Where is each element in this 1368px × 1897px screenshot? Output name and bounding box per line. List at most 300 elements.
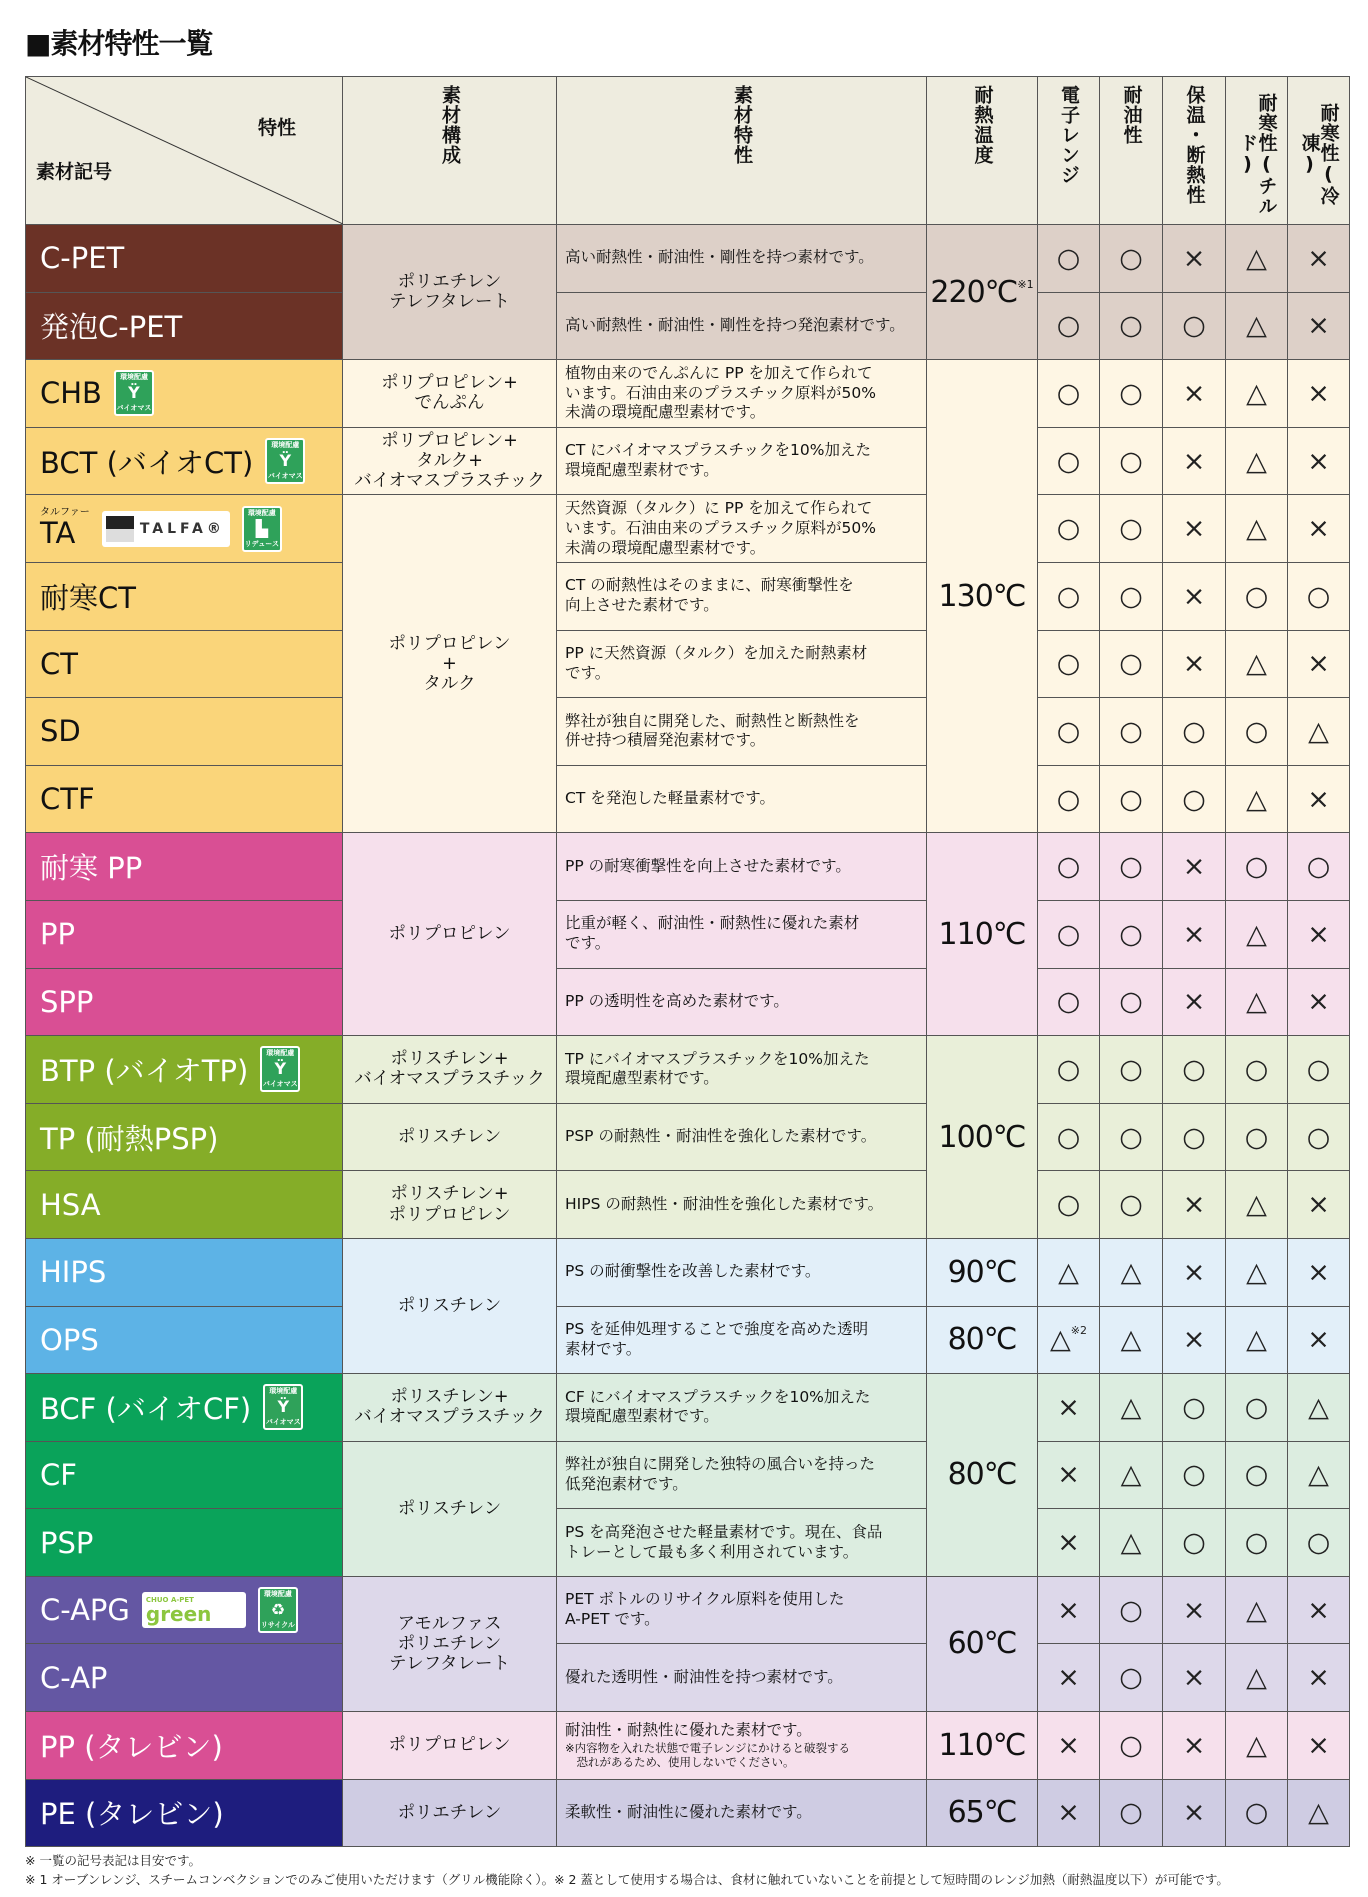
- heat-resistance-cell: [927, 225, 1038, 360]
- rating-symbol: ○: [1119, 1053, 1143, 1085]
- corner-label-property: 特性: [258, 117, 297, 139]
- header-chilled: 耐寒性(チルド): [1226, 77, 1288, 225]
- rating-microwave: [1038, 1374, 1100, 1442]
- eco-badge: [114, 370, 154, 416]
- rating-chilled: [1226, 1644, 1288, 1712]
- rating-symbol: △: [1246, 513, 1267, 545]
- rating-oil: [1100, 1374, 1163, 1442]
- rating-symbol: △: [1246, 783, 1267, 815]
- material-code-reading: タルファー: [40, 506, 90, 518]
- rating-symbol: ○: [1056, 986, 1081, 1018]
- description-note: ※内容物を入れた状態で電子レンジにかけると破裂する 恐れがあるため、使用しないでください。: [565, 1740, 851, 1770]
- rating-microwave: [1038, 1238, 1100, 1306]
- code-wrap: [40, 438, 342, 484]
- rating-symbol: ○: [1056, 918, 1081, 950]
- rating-symbol: ○: [1182, 783, 1206, 815]
- composition-cell: アモルファス ポリエチレン テレフタレート: [343, 1576, 557, 1711]
- logo-small-text: CHUO A-PET: [145, 1595, 194, 1604]
- rating-chilled: [1226, 1441, 1288, 1509]
- material-code-cell: [26, 900, 343, 968]
- material-code-cell: [26, 1103, 343, 1171]
- table-row: [26, 900, 1350, 968]
- rating-symbol: ×: [1057, 1797, 1080, 1829]
- code-wrap: [40, 985, 342, 1019]
- material-code-text: TA: [40, 515, 76, 550]
- rating-symbol: ○: [1182, 1121, 1206, 1153]
- heat-resistance-cell: [927, 833, 1038, 1036]
- material-code-text: CF: [40, 1457, 77, 1492]
- description-text: TP にバイオマスプラスチックを10%加えた 環境配慮型素材です。: [565, 1049, 870, 1088]
- eco-badge: [263, 1384, 303, 1430]
- rating-symbol: △: [1246, 1189, 1267, 1221]
- rating-symbol: ×: [1182, 1324, 1206, 1356]
- rating-symbol: △: [1246, 1256, 1267, 1288]
- rating-frozen: [1288, 1779, 1350, 1847]
- rating-symbol: △: [1246, 1729, 1267, 1761]
- description-text: PP の透明性を高めた素材です。: [565, 991, 789, 1010]
- rating-symbol: ×: [1307, 1594, 1330, 1626]
- rating-symbol: ○: [1182, 1527, 1206, 1559]
- table-row: [26, 630, 1350, 698]
- rating-symbol: ○: [1119, 986, 1143, 1018]
- rating-frozen: [1288, 630, 1350, 698]
- table-row: [26, 1103, 1350, 1171]
- heat-resistance-cell: [927, 360, 1038, 833]
- material-code-cell: [26, 292, 343, 360]
- description-text: 柔軟性・耐油性に優れた素材です。: [565, 1803, 812, 1822]
- badge-bottom-label: リデュース: [244, 539, 279, 548]
- sprout-icon: Ÿ: [277, 1397, 290, 1417]
- rating-oil: [1100, 1509, 1163, 1577]
- rating-symbol: △: [1120, 1256, 1142, 1288]
- footnote-1: ※ 一覧の記号表記は目安です。: [25, 1853, 201, 1868]
- table-row: [26, 1036, 1350, 1104]
- talfa-logo-text: TALFA®: [139, 520, 225, 537]
- rating-symbol: ○: [1244, 1391, 1269, 1423]
- rating-symbol: △: [1246, 445, 1267, 477]
- material-code: [40, 508, 90, 550]
- description-cell: [557, 1779, 927, 1847]
- rating-oil: [1100, 1779, 1163, 1847]
- description-cell: [557, 1103, 927, 1171]
- rating-insulation: [1163, 1036, 1226, 1104]
- rating-symbol: ×: [1182, 986, 1206, 1018]
- material-code-cell: [26, 495, 343, 563]
- rating-symbol: ×: [1307, 1256, 1330, 1288]
- rating-chilled: [1226, 698, 1288, 766]
- sprout-icon: Ÿ: [128, 383, 140, 403]
- heat-resistance-cell: [927, 1712, 1038, 1780]
- rating-insulation: [1163, 427, 1226, 495]
- table-row: [26, 360, 1350, 428]
- material-code-text: HIPS: [40, 1255, 107, 1290]
- badge-bottom-label: バイオマス: [116, 404, 152, 413]
- heat-resistance-cell: [927, 1306, 1038, 1374]
- rating-symbol: ×: [1182, 918, 1206, 950]
- rating-insulation: [1163, 1779, 1226, 1847]
- rating-symbol: ○: [1056, 1053, 1081, 1085]
- rating-oil: [1100, 765, 1163, 833]
- rating-symbol: ○: [1182, 310, 1206, 342]
- rating-symbol: ×: [1182, 1256, 1206, 1288]
- rating-chilled: [1226, 630, 1288, 698]
- material-code: [40, 1387, 251, 1428]
- rating-insulation: [1163, 900, 1226, 968]
- description-cell: [557, 968, 927, 1036]
- rating-symbol: △: [1246, 242, 1267, 274]
- material-code-cell: [26, 1171, 343, 1239]
- composition-cell: ポリスチレン+ バイオマスプラスチック: [343, 1374, 557, 1442]
- rating-symbol: ○: [1119, 1189, 1143, 1221]
- rating-chilled: [1226, 833, 1288, 901]
- rating-oil: [1100, 292, 1163, 360]
- header-frozen: 耐寒性(冷凍): [1288, 77, 1350, 225]
- rating-symbol: ×: [1307, 513, 1330, 545]
- description-cell: [557, 1509, 927, 1577]
- rating-symbol: ○: [1056, 1121, 1081, 1153]
- rating-chilled: [1226, 225, 1288, 293]
- description-cell: [557, 1036, 927, 1104]
- material-code-text: PP: [40, 917, 75, 952]
- rating-symbol: △: [1246, 918, 1267, 950]
- rating-chilled: [1226, 1779, 1288, 1847]
- rating-symbol: ×: [1307, 986, 1330, 1018]
- rating-symbol: ×: [1057, 1527, 1080, 1559]
- rating-chilled: [1226, 292, 1288, 360]
- rating-microwave: [1038, 900, 1100, 968]
- rating-symbol: ○: [1119, 1121, 1143, 1153]
- rating-frozen: [1288, 968, 1350, 1036]
- rating-insulation: [1163, 1306, 1226, 1374]
- rating-oil: [1100, 1238, 1163, 1306]
- rating-symbol: ○: [1119, 783, 1143, 815]
- code-wrap: [40, 714, 342, 748]
- rating-chilled: [1226, 1103, 1288, 1171]
- heat-resistance-value: 130℃: [938, 578, 1026, 614]
- rating-symbol: ×: [1182, 242, 1206, 274]
- rating-symbol: ○: [1306, 1121, 1331, 1153]
- corner-header: [26, 77, 343, 225]
- rating-symbol: ○: [1056, 513, 1081, 545]
- rating-chilled: [1226, 427, 1288, 495]
- composition-cell: ポリプロピレン + タルク: [343, 495, 557, 833]
- material-code-text: SD: [40, 714, 81, 749]
- code-wrap: [40, 846, 342, 887]
- description-text: CT を発泡した軽量素材です。: [565, 789, 775, 808]
- heat-resistance-note: ※1: [1017, 277, 1034, 291]
- rating-symbol: △: [1120, 1459, 1142, 1491]
- composition-cell: ポリエチレン: [343, 1779, 557, 1847]
- eco-badge: [265, 438, 305, 484]
- code-wrap: [40, 917, 342, 951]
- rating-oil: [1100, 1441, 1163, 1509]
- badge-top-label: 環境配慮: [119, 373, 148, 382]
- eco-badge: [258, 1587, 298, 1633]
- code-wrap: [40, 576, 342, 617]
- composition-cell: ポリスチレン+ ポリプロピレン: [343, 1171, 557, 1239]
- material-code-cell: [26, 1441, 343, 1509]
- rating-symbol: ○: [1119, 445, 1143, 477]
- material-code-cell: [26, 427, 343, 495]
- material-code: [40, 1049, 248, 1090]
- material-code: [40, 1526, 93, 1560]
- description-text: 優れた透明性・耐油性を持つ素材です。: [565, 1667, 843, 1686]
- rating-oil: [1100, 1306, 1163, 1374]
- rating-symbol: △: [1246, 1324, 1267, 1356]
- rating-frozen: [1288, 427, 1350, 495]
- rating-symbol: ×: [1307, 377, 1330, 409]
- description-text: CT の耐熱性はそのままに、耐寒衝撃性を 向上させた素材です。: [565, 576, 854, 615]
- rating-symbol: ○: [1056, 445, 1081, 477]
- rating-insulation: [1163, 1576, 1226, 1644]
- rating-chilled: [1226, 1238, 1288, 1306]
- rating-symbol: ×: [1182, 377, 1206, 409]
- badge-bottom-label: バイオマス: [267, 472, 303, 481]
- heat-resistance-cell: [927, 1576, 1038, 1711]
- eco-badge: [242, 506, 282, 552]
- material-code-cell: [26, 360, 343, 428]
- table-row: [26, 1306, 1350, 1374]
- rating-frozen: [1288, 562, 1350, 630]
- heat-resistance-value: 60℃: [947, 1626, 1017, 1662]
- heat-resistance-cell: [927, 1374, 1038, 1577]
- rating-insulation: [1163, 698, 1226, 766]
- table-row: [26, 1644, 1350, 1712]
- table-row: [26, 292, 1350, 360]
- rating-symbol: ○: [1244, 715, 1269, 747]
- code-wrap: [40, 1587, 342, 1633]
- material-code-text: OPS: [40, 1322, 99, 1357]
- header-insulation: 保温・断熱性: [1163, 77, 1226, 225]
- rating-insulation: [1163, 1103, 1226, 1171]
- rating-chilled: [1226, 1306, 1288, 1374]
- rating-symbol: △: [1120, 1391, 1142, 1423]
- rating-symbol: ○: [1182, 1053, 1206, 1085]
- description-text: PS を高発泡させた軽量素材です。現在、食品 トレーとして最も多く利用されています。: [565, 1522, 883, 1561]
- table-row: [26, 1576, 1350, 1644]
- code-wrap: [40, 647, 342, 681]
- sprout-icon: Ÿ: [274, 1059, 287, 1079]
- rating-insulation: [1163, 495, 1226, 563]
- rating-oil: [1100, 630, 1163, 698]
- composition-cell: ポリエチレン テレフタレート: [343, 225, 557, 360]
- header-heat-resistance: 耐熱温度: [927, 77, 1038, 225]
- diagonal-line: [26, 77, 343, 224]
- rating-oil: [1100, 1103, 1163, 1171]
- rating-symbol: △: [1308, 1459, 1329, 1491]
- rating-symbol: ○: [1119, 513, 1143, 545]
- rating-symbol: ○: [1119, 242, 1143, 274]
- description-text: 弊社が独自に開発した、耐熱性と断熱性を 併せ持つ積層発泡素材です。: [565, 711, 860, 750]
- material-code-text: C-PET: [40, 241, 125, 276]
- rating-microwave: [1038, 698, 1100, 766]
- rating-frozen: [1288, 1509, 1350, 1577]
- rating-symbol: △: [1246, 310, 1267, 342]
- rating-symbol: ○: [1119, 1662, 1143, 1694]
- rating-symbol: ○: [1056, 310, 1081, 342]
- rating-microwave: [1038, 1103, 1100, 1171]
- rating-symbol: ○: [1056, 715, 1081, 747]
- rating-insulation: [1163, 1509, 1226, 1577]
- badge-top-label: 環境配慮: [266, 1049, 295, 1058]
- rating-oil: [1100, 833, 1163, 901]
- description-text: PS を延伸処理することで強度を高めた透明 素材です。: [565, 1319, 869, 1358]
- description-text: PET ボトルのリサイクル原料を使用した A-PET です。: [565, 1590, 845, 1629]
- rating-symbol: △: [1120, 1527, 1142, 1559]
- rating-frozen: [1288, 833, 1350, 901]
- rating-oil: [1100, 1644, 1163, 1712]
- rating-oil: [1100, 900, 1163, 968]
- code-wrap: [40, 1661, 342, 1695]
- footnote-2: ※ 1 オーブンレンジ、スチームコンベクションでのみご使用いただけます（グリル機能除く）。※ 2 蓋として使用する場合は、食材に触れていないことを前提として短時間のレンジ加熱（耐熱温度以下）が可能です。: [25, 1872, 1229, 1887]
- heat-resistance-value: 65℃: [947, 1795, 1017, 1831]
- rating-symbol: ○: [1119, 310, 1143, 342]
- rating-microwave: [1038, 1779, 1100, 1847]
- rating-insulation: [1163, 630, 1226, 698]
- rating-oil: [1100, 1171, 1163, 1239]
- material-code: [40, 376, 102, 410]
- material-properties-table: [25, 76, 1350, 1847]
- table-row: [26, 765, 1350, 833]
- heat-resistance-value: 80℃: [947, 1322, 1017, 1358]
- rating-symbol: ○: [1056, 783, 1081, 815]
- rating-oil: [1100, 225, 1163, 293]
- header-microwave: 電子レンジ: [1038, 77, 1100, 225]
- heat-resistance-value: 100℃: [938, 1119, 1026, 1155]
- rating-oil: [1100, 1036, 1163, 1104]
- rating-chilled: [1226, 1576, 1288, 1644]
- description-cell: [557, 1171, 927, 1239]
- rating-oil: [1100, 968, 1163, 1036]
- rating-insulation: [1163, 1441, 1226, 1509]
- rating-frozen: [1288, 698, 1350, 766]
- rating-oil: [1100, 698, 1163, 766]
- rating-symbol: △: [1246, 1662, 1267, 1694]
- header-composition: 素材構成: [343, 77, 557, 225]
- material-code-text: CT: [40, 646, 78, 681]
- rating-symbol: ×: [1182, 1189, 1206, 1221]
- material-code: [40, 1188, 101, 1222]
- rating-symbol: ×: [1307, 310, 1330, 342]
- rating-symbol: △: [1308, 1391, 1329, 1423]
- rating-symbol: ○: [1119, 851, 1143, 883]
- rating-frozen: [1288, 1238, 1350, 1306]
- material-code: [40, 714, 81, 748]
- material-code-text: C-AP: [40, 1660, 108, 1695]
- description-cell: [557, 1374, 927, 1442]
- rating-symbol: ×: [1057, 1391, 1080, 1423]
- badge-top-label: 環境配慮: [269, 1387, 298, 1396]
- heat-resistance-value: 110℃: [938, 916, 1026, 952]
- description-text: PSP の耐熱性・耐油性を強化した素材です。: [565, 1127, 877, 1146]
- rating-chilled: [1226, 360, 1288, 428]
- rating-microwave: [1038, 1036, 1100, 1104]
- table-body: [26, 225, 1350, 1847]
- material-code-cell: [26, 1374, 343, 1442]
- description-cell: [557, 698, 927, 766]
- heat-resistance-cell: [927, 1036, 1038, 1239]
- rating-microwave: [1038, 833, 1100, 901]
- description-cell: [557, 1306, 927, 1374]
- code-wrap: [40, 506, 342, 552]
- rating-symbol: ×: [1307, 1324, 1330, 1356]
- rating-symbol: ○: [1056, 648, 1081, 680]
- rating-symbol: △: [1308, 1797, 1329, 1829]
- rating-insulation: [1163, 360, 1226, 428]
- code-wrap: [40, 1384, 342, 1430]
- table-row: [26, 1374, 1350, 1442]
- composition-cell: ポリプロピレン+ でんぷん: [343, 360, 557, 428]
- code-wrap: [40, 305, 342, 346]
- rating-symbol: ×: [1307, 1189, 1330, 1221]
- code-wrap: [40, 1526, 342, 1560]
- material-code-cell: [26, 562, 343, 630]
- code-wrap: [40, 1188, 342, 1222]
- rating-symbol: ×: [1307, 1662, 1330, 1694]
- rating-microwave: [1038, 1576, 1100, 1644]
- rating-symbol: ○: [1182, 1459, 1206, 1491]
- description-cell: [557, 630, 927, 698]
- rating-symbol: ×: [1057, 1594, 1080, 1626]
- badge-bottom-label: リサイクル: [260, 1621, 295, 1630]
- rating-insulation: [1163, 1712, 1226, 1780]
- rating-symbol: △: [1246, 1594, 1267, 1626]
- rating-symbol: ○: [1244, 851, 1269, 883]
- rating-microwave: [1038, 225, 1100, 293]
- rating-symbol: ○: [1056, 377, 1081, 409]
- material-code-text: CTF: [40, 782, 95, 817]
- table-row: [26, 833, 1350, 901]
- badge-top-label: 環境配慮: [271, 441, 300, 450]
- material-code: [40, 917, 75, 951]
- material-code: [40, 1593, 130, 1627]
- rating-symbol: ×: [1182, 851, 1206, 883]
- composition-cell: ポリプロピレン: [343, 833, 557, 1036]
- rating-frozen: [1288, 765, 1350, 833]
- rating-frozen: [1288, 1644, 1350, 1712]
- rating-note: ※2: [1070, 1324, 1087, 1338]
- code-wrap: [40, 241, 342, 275]
- rating-frozen: [1288, 1171, 1350, 1239]
- rating-symbol: ×: [1057, 1729, 1080, 1761]
- rating-symbol: ○: [1119, 580, 1143, 612]
- description-text: PP に天然資源（タルク）を加えた耐熱素材 です。: [565, 644, 868, 682]
- rating-symbol: ×: [1307, 648, 1330, 680]
- description-cell: [557, 292, 927, 360]
- rating-chilled: [1226, 968, 1288, 1036]
- material-code-cell: [26, 1306, 343, 1374]
- talfa-logo-mark: [106, 516, 134, 542]
- rating-chilled: [1226, 562, 1288, 630]
- material-code-text: TP (耐熱PSP): [40, 1121, 219, 1156]
- description-cell: [557, 900, 927, 968]
- table-row: [26, 427, 1350, 495]
- material-code-text: BCF (バイオCF): [40, 1391, 252, 1426]
- rating-microwave: [1038, 1171, 1100, 1239]
- rating-frozen: [1288, 1576, 1350, 1644]
- description-cell: [557, 1576, 927, 1644]
- recycle-icon: ♻: [270, 1600, 286, 1620]
- rating-symbol: ○: [1119, 918, 1143, 950]
- material-code: [40, 1117, 218, 1158]
- material-code-cell: [26, 765, 343, 833]
- material-code: [40, 1255, 106, 1289]
- material-code: [40, 985, 93, 1019]
- rating-symbol: △: [1120, 1324, 1142, 1356]
- eco-badge: [260, 1046, 300, 1092]
- material-code-cell: [26, 1644, 343, 1712]
- rating-frozen: [1288, 900, 1350, 968]
